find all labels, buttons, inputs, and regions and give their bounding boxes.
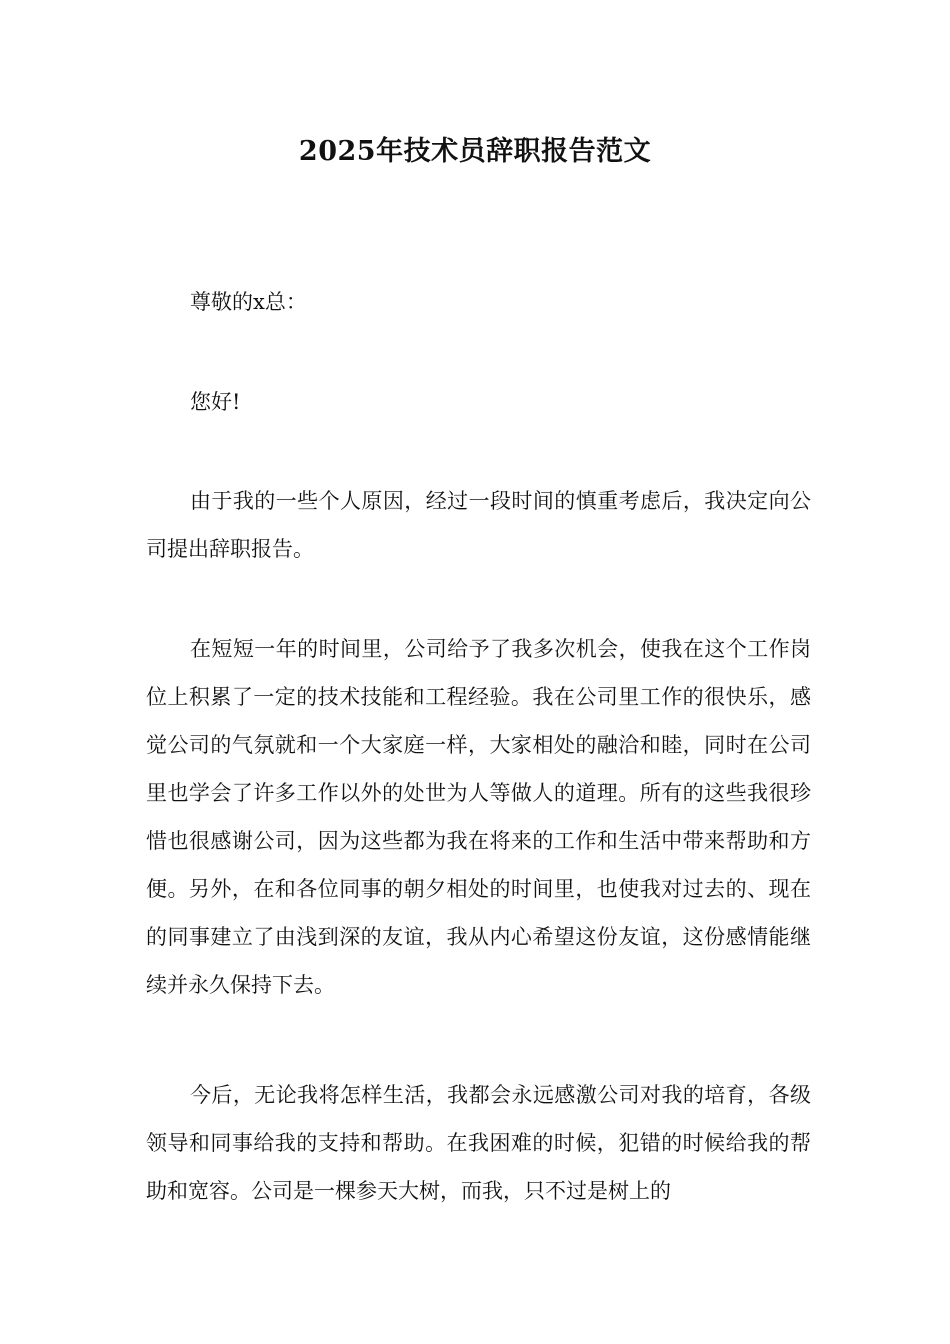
body-paragraph: 由于我的一些个人原因，经过一段时间的慎重考虑后，我决定向公司提出辞职报告。: [146, 489, 811, 561]
body-paragraph: 在短短一年的时间里，公司给予了我多次机会，使我在这个工作岗位上积累了一定的技术技能和工程经验。我在公司里工作的很快乐，感觉公司的气氛就和一个大家庭一样，大家相处的融洽和睦，同时在公司里也学会了许多工作以外的处世为人等做人的道理。所有的这些我很珍惜也很感谢公司，因为这些都为我在将来的工作和生活中带来帮助和方便。另外，在和各位同事的朝夕相处的时间里，也使我对过去的、现在的同事建立了由浅到深的友谊，我从内心希望这份友谊，这份感情能继续并永久保持下去。: [146, 637, 811, 997]
greeting: 您好!: [190, 390, 241, 414]
document-title: 2025年技术员辞职报告范文: [298, 136, 652, 167]
body-paragraph: 今后，无论我将怎样生活，我都会永远感激公司对我的培育，各级领导和同事给我的支持和帮助。在我困难的时候，犯错的时候给我的帮助和宽容。公司是一棵参天大树，而我，只不过是树上的: [146, 1083, 811, 1203]
salutation: 尊敬的x总：: [190, 290, 307, 314]
